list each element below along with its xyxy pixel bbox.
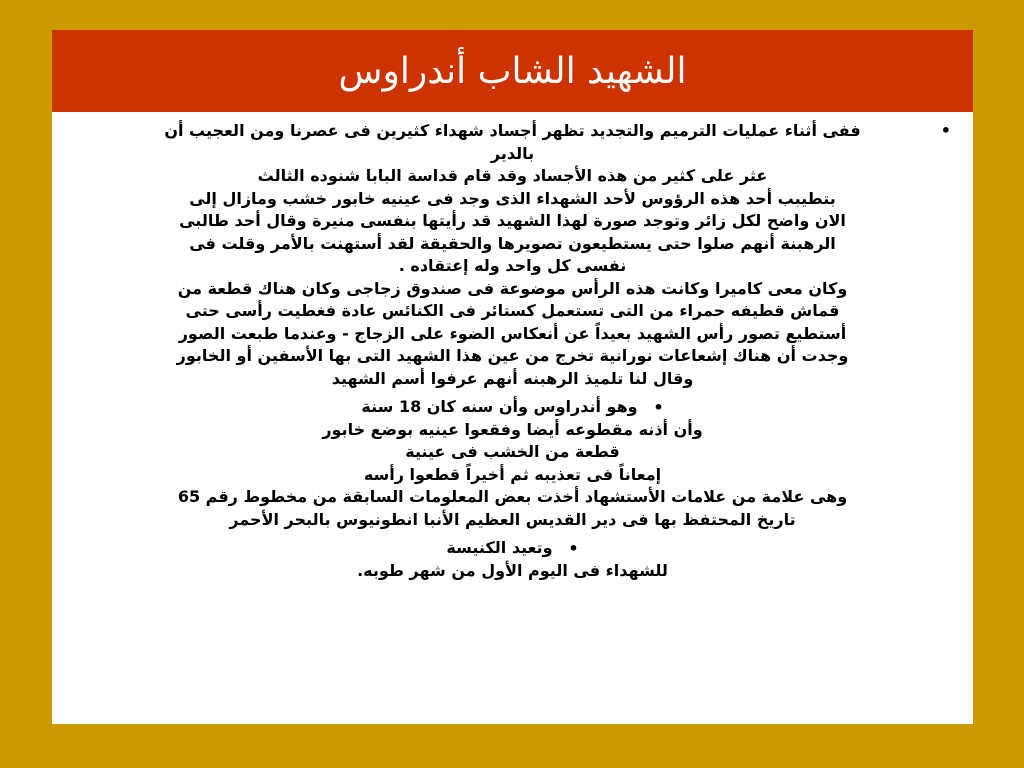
bullet-line bbox=[446, 538, 578, 557]
text-line: للشهداء فى اليوم الأول من شهر طوبه. bbox=[357, 560, 668, 580]
text-line: عثر على كثير من هذه الأجساد وقد قام قداسة البابا شنوده الثالث bbox=[257, 166, 768, 185]
title-bar bbox=[52, 30, 973, 112]
text-line: أستطيع تصور رأس الشهيد بعيداً عن أنعكاس الضوء على الزجاج - وعندما طبعت الصور bbox=[178, 323, 847, 343]
bullet-marker: • bbox=[940, 121, 951, 140]
paragraph-2 bbox=[70, 396, 955, 531]
text-line: وهو أندراوس وأن سنه كان 18 سنة bbox=[361, 397, 638, 416]
bullet-marker: • bbox=[653, 398, 664, 417]
text-line: قطعة من الخشب فى عينية bbox=[405, 442, 620, 461]
text-line: الان واضح لكل زائر وتوجد صورة لهذا الشهيد قد رأيتها بنفسى منيرة وقال أحد طالبى bbox=[179, 211, 846, 230]
text-line: وجدت أن هناك إشعاعات نورانية تخرج من عين هذا الشهيد التى بها الأسفين أو الخابور bbox=[176, 346, 849, 365]
text-line: وأن أذنه مقطوعه أيضا وفقعوا عينيه بوضع خابور bbox=[322, 419, 703, 439]
text-line: وهى علامة من علامات الأستشهاد أخذت بعض المعلومات السابقة من مخطوط رقم 65 bbox=[177, 487, 848, 506]
text-line: وكان معى كاميرا وكانت هذه الرأس موضوعة فى صندوق زجاجى وكان هناك قطعة من bbox=[177, 278, 848, 298]
text-line: قماش قطيفه حمراء من التى تستعمل كستائر فى الكنائس عادة فغطيت رأسى حتى bbox=[185, 301, 840, 320]
text-line: وتعيد الكنيسة bbox=[446, 538, 553, 557]
text-line-bulleted bbox=[110, 396, 915, 419]
text-line: بتطيبب أحد هذه الرؤوس لأحد الشهداء الذى وجد فى عينيه خابور خشب ومازال إلى bbox=[189, 188, 836, 208]
text-line: نفسى كل واحد وله إعتقاده . bbox=[398, 256, 627, 275]
slide-content bbox=[70, 120, 955, 582]
bullet-marker: • bbox=[568, 539, 579, 558]
slide-frame bbox=[52, 30, 973, 724]
text-line: الرهبنة أنهم صلوا حتى يستطيعون تصويرها والحقيقة لقد أستهنت بالأمر وقلت فى bbox=[189, 233, 836, 253]
text-line: ففى أثناء عمليات الترميم والتجديد تظهر أجساد شهداء كثيرين فى عصرنا ومن العجيب أن bbox=[164, 121, 861, 140]
paragraph-3 bbox=[70, 537, 955, 582]
text-line: بالدير bbox=[490, 143, 535, 163]
text-line-bulleted bbox=[110, 537, 915, 560]
bullet-line bbox=[361, 397, 663, 416]
slide-title: الشهيد الشاب أندراوس bbox=[338, 50, 687, 92]
text-line: إمعاناً فى تعذيبه ثم أخيراً قطعوا رأسه bbox=[363, 464, 662, 484]
paragraph-1 bbox=[70, 120, 955, 390]
text-line: تاريخ المحتفظ بها فى دير القديس العظيم الأنبا انطونيوس بالبحر الأحمر bbox=[229, 509, 796, 529]
text-line: وقال لنا تلميذ الرهبنه أنهم عرفوا أسم الشهيد bbox=[331, 368, 694, 388]
